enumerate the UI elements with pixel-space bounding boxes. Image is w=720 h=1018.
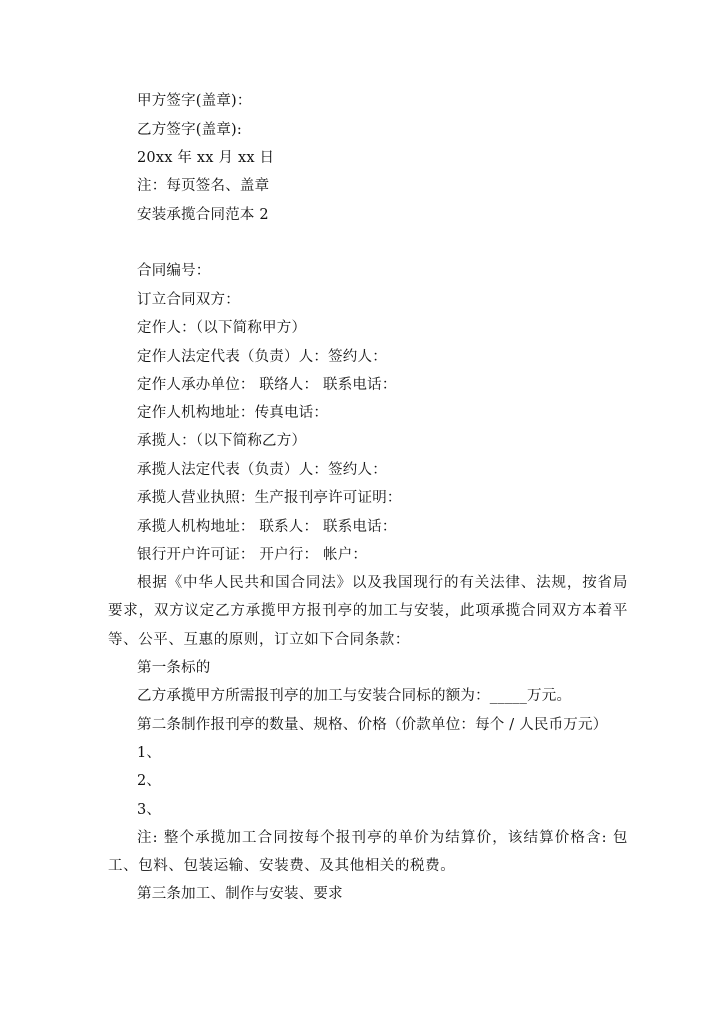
list-item-2: 2、 <box>137 773 162 789</box>
contractor-line: 承揽人：（以下简称乙方） <box>137 433 307 449</box>
contractor-license-line: 承揽人营业执照：生产报刊亭许可证明： <box>137 490 402 506</box>
orderer-address-line: 定作人机构地址：传真电话： <box>137 405 329 421</box>
signing-date: 20xx 年 xx 月 xx 日 <box>137 150 275 166</box>
orderer-line: 定作人：（以下简称甲方） <box>137 320 307 336</box>
intro-paragraph: 根据《中华人民共和国合同法》以及我国现行的有关法律、法规，按省局要求，双方议定乙方承揽甲方报刊亭的加工与安装，此项承揽合同双方本着平等、公平、互惠的原则，订立如下合同条款： <box>108 575 628 648</box>
list-item-1: 1、 <box>137 745 162 761</box>
price-note-paragraph: 注: 整个承揽加工合同按每个报刊亭的单价为结算价，该结算价格含: 包工、包料、包装运输、安装费、及其他相关的税费。 <box>108 830 628 875</box>
contractor-representative-line: 承揽人法定代表（负责）人：签约人： <box>137 462 387 478</box>
template-title: 安装承揽合同范本 2 <box>137 207 269 223</box>
list-item-3: 3、 <box>137 802 162 818</box>
orderer-representative-line: 定作人法定代表（负责）人：签约人： <box>137 349 387 365</box>
party-a-signature: 甲方签字(盖章)： <box>137 93 252 109</box>
contractor-address-line: 承揽人机构地址： 联系人： 联系电话： <box>137 519 397 535</box>
orderer-unit-line: 定作人承办单位： 联络人： 联系电话： <box>137 377 397 393</box>
article-1-title: 第一条标的 <box>137 660 211 676</box>
party-b-signature: 乙方签字(盖章): <box>137 122 242 138</box>
article-1-body: 乙方承揽甲方所需报刊亭的加工与安装合同标的额为：_____万元。 <box>137 688 572 704</box>
signature-note: 注：每页签名、盖章 <box>137 178 270 194</box>
parties-label: 订立合同双方： <box>137 292 240 308</box>
article-2-title: 第二条制作报刊亭的数量、规格、价格（价款单位：每个 / 人民币万元） <box>137 717 608 733</box>
contract-number-label: 合同编号： <box>137 263 211 279</box>
article-3-title: 第三条加工、制作与安装、要求 <box>137 886 343 902</box>
bank-line: 银行开户许可证： 开户行： 帐户： <box>137 547 368 563</box>
